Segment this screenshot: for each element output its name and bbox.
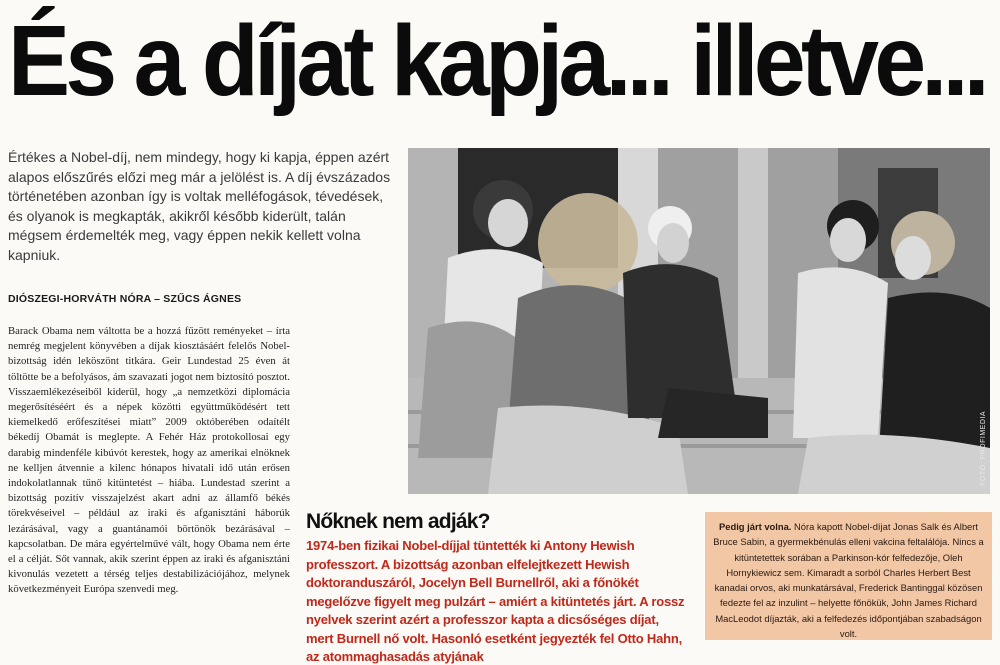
body-text: Barack Obama nem váltotta be a hozzá fűzött reményeket – írta nemrég megjelent könyvében a díjak kiosztásáért felelős Nobel-bizottság idén leköszönt titkára. Geir Lundestad 25 éven át töltötte be a befolyásos, ám szavazati jogot nem biztosító posztot. Visszaemlékezéseiből kiderül, hogy „a nemzetközi diplomácia megerősítéséért és a népek közötti együttműködésért tett kiemelkedő erőfeszítései miatt” 2009 októberében odaítélt békedíj Obamát is meglepte. A Fehér Ház protokollosai egy darabig mindenféle kibúvót kerestek, hogy az amerikai elnöknek ne kelljen átvennie a kilenc hónapos hivatali idő után erősen indokolatlannak tűnő kitüntetést – hiába. Lundestad szerint a bizottság pozitív visszajelzést akart adni az államfő békés törekvéseivel – például az iraki és afganisztáni háborúk lezárásával, vagy a guantánamói börtönök bezárásával – kapcsolatban. De mára egyértelművé vált, hogy Obama nem érte el a célját. Sőt vannak, akik szerint éppen az iraki és afganisztáni kivonulás vezetett a térség teljes destabilizációjához, melynek következményeit Európa szenvedi meg. bbox=[8, 325, 290, 596]
photo-credit: FOTÓ: PROFIMEDIA bbox=[980, 411, 987, 486]
photo-illustration bbox=[408, 148, 990, 494]
lead-paragraph: Értékes a Nobel-díj, nem mindegy, hogy ki kapja, éppen azért alapos előszűrés előzi meg már a jelölést is. A díj évszázados történetében azonban így is voltak melléfogások, tévedések, és olyanok is megkapták, akikről később kiderült, talán mégsem érdemelték meg, vagy éppen nekik kellett volna kapniuk. bbox=[8, 149, 391, 263]
authors-byline: DIÓSZEGI-HORVÁTH NÓRA – SZŰCS ÁGNES bbox=[8, 293, 242, 305]
headline: És a díjat kapja... illetve... bbox=[8, 5, 986, 117]
info-box-text: Nóra kapott Nobel-díjat Jonas Salk és Albert Bruce Sabin, a gyermekbénulás elleni vakcina feltalálója. Nincs a kitüntetettek sorában a Parkinson-kór felfedezője, Oleh Hornykiewicz sem. Kimaradt a sorból Charles Herbert Best kanadai orvos, aki munkatársával, Frederick Bantinggal közösen fedezte fel az inzulint – helyette főnökük, John James Richard MacLeodot díjazták, aki a felfedezés időpontjában szabadságon volt. bbox=[713, 521, 984, 640]
article-photo bbox=[408, 148, 990, 494]
sidebar-text: 1974-ben fizikai Nobel-díjjal tüntették ki Antony Hewish professzort. A bizottság azonban elfelejtkezett Hewish doktoranduszáról, Jocelyn Bell Burnellről, aki a főnökét megelőzve figyelt meg pulzárt – amiért a kitüntetés járt. A rossz nyelvek szerint azért a professzor kapta a dicsőséges díjat, mert Burnell nő volt. Hasonló esetként jegyezték fel Otto Hahn, az atommaghasadás atyjának bbox=[306, 538, 685, 664]
info-box bbox=[705, 512, 992, 640]
info-box-lead: Pedig járt volna. bbox=[719, 521, 792, 532]
sidebar-heading: Nőknek nem adják? bbox=[306, 510, 490, 533]
